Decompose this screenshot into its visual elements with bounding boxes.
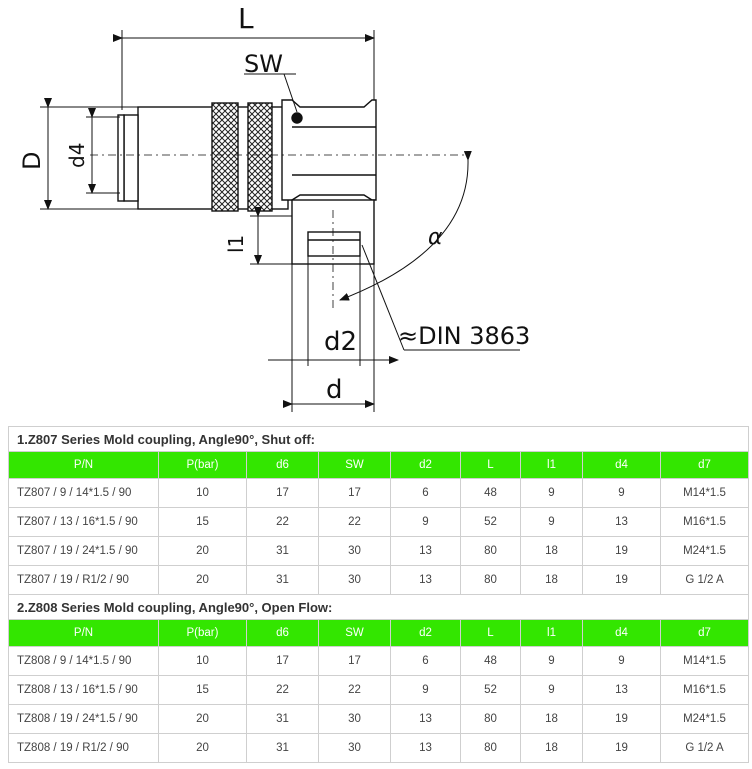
column-header: L	[461, 452, 521, 479]
column-header: SW	[319, 620, 391, 647]
column-header: d2	[391, 452, 461, 479]
table-cell: 9	[521, 676, 583, 705]
table-cell: 9	[583, 479, 661, 508]
table-cell: M14*1.5	[661, 647, 749, 676]
table-cell: G 1/2 A	[661, 566, 749, 595]
table-cell: 20	[159, 537, 247, 566]
column-header: P/N	[9, 620, 159, 647]
dim-d4-label: d4	[65, 142, 89, 168]
table-cell: 17	[247, 479, 319, 508]
table-cell: 19	[583, 734, 661, 763]
table-cell: 22	[247, 676, 319, 705]
table-cell: 22	[319, 676, 391, 705]
table-cell: TZ808 / 13 / 16*1.5 / 90	[9, 676, 159, 705]
table-cell: 17	[247, 647, 319, 676]
spec-table	[8, 426, 749, 763]
table-row	[9, 566, 749, 595]
table-cell: 9	[521, 508, 583, 537]
table-cell: 17	[319, 647, 391, 676]
table-cell: 9	[583, 647, 661, 676]
column-header: d4	[583, 620, 661, 647]
table-cell: 17	[319, 479, 391, 508]
table-cell: 80	[461, 705, 521, 734]
table-cell: TZ807 / 9 / 14*1.5 / 90	[9, 479, 159, 508]
table-row	[9, 508, 749, 537]
column-header: L	[461, 620, 521, 647]
column-header: d4	[583, 452, 661, 479]
section-title: 1.Z807 Series Mold coupling, Angle90°, Shut off:	[9, 427, 749, 452]
table-cell: 22	[247, 508, 319, 537]
column-header: d7	[661, 452, 749, 479]
header-row	[9, 452, 749, 479]
table-cell: 13	[583, 676, 661, 705]
table-cell: 80	[461, 734, 521, 763]
column-header: P(bar)	[159, 620, 247, 647]
specification-tables	[8, 426, 748, 763]
table-row	[9, 647, 749, 676]
standard-note: ≈DIN 3863	[398, 322, 531, 350]
column-header: l1	[521, 452, 583, 479]
section-title-row	[9, 427, 749, 452]
table-cell: TZ808 / 9 / 14*1.5 / 90	[9, 647, 159, 676]
table-cell: 19	[583, 566, 661, 595]
section-title: 2.Z808 Series Mold coupling, Angle90°, Open Flow:	[9, 595, 749, 620]
dim-d-label: d	[326, 375, 343, 405]
column-header: d7	[661, 620, 749, 647]
table-cell: 52	[461, 676, 521, 705]
table-row	[9, 479, 749, 508]
table-cell: 30	[319, 566, 391, 595]
table-cell: TZ808 / 19 / 24*1.5 / 90	[9, 705, 159, 734]
table-cell: 80	[461, 537, 521, 566]
table-cell: 10	[159, 647, 247, 676]
table-row	[9, 705, 749, 734]
table-cell: 10	[159, 479, 247, 508]
dim-alpha-label: α	[428, 225, 443, 250]
table-cell: 52	[461, 508, 521, 537]
table-cell: 31	[247, 705, 319, 734]
table-cell: 48	[461, 647, 521, 676]
header-row	[9, 620, 749, 647]
table-cell: G 1/2 A	[661, 734, 749, 763]
table-cell: 19	[583, 705, 661, 734]
table-row	[9, 676, 749, 705]
table-cell: 13	[391, 705, 461, 734]
table-cell: 18	[521, 705, 583, 734]
table-cell: TZ808 / 19 / R1/2 / 90	[9, 734, 159, 763]
column-header: l1	[521, 620, 583, 647]
column-header: P/N	[9, 452, 159, 479]
table-cell: TZ807 / 13 / 16*1.5 / 90	[9, 508, 159, 537]
table-cell: 30	[319, 705, 391, 734]
table-cell: M24*1.5	[661, 537, 749, 566]
table-cell: 9	[521, 647, 583, 676]
table-cell: 20	[159, 734, 247, 763]
dim-d2-label: d2	[324, 327, 358, 357]
table-cell: 18	[521, 734, 583, 763]
table-cell: 31	[247, 734, 319, 763]
table-cell: 19	[583, 537, 661, 566]
table-cell: 13	[391, 537, 461, 566]
table-cell: 9	[391, 676, 461, 705]
table-cell: 13	[391, 734, 461, 763]
table-cell: 6	[391, 647, 461, 676]
dim-D-label: D	[18, 151, 46, 170]
dim-SW-label: SW	[244, 50, 283, 78]
table-cell: 15	[159, 676, 247, 705]
table-cell: 15	[159, 508, 247, 537]
table-cell: M14*1.5	[661, 479, 749, 508]
table-cell: 20	[159, 705, 247, 734]
column-header: d2	[391, 620, 461, 647]
table-cell: M24*1.5	[661, 705, 749, 734]
table-cell: 9	[521, 479, 583, 508]
table-cell: 48	[461, 479, 521, 508]
table-cell: 13	[583, 508, 661, 537]
table-cell: M16*1.5	[661, 508, 749, 537]
table-cell: 30	[319, 734, 391, 763]
column-header: d6	[247, 452, 319, 479]
dim-L-label: L	[238, 2, 254, 35]
table-cell: TZ807 / 19 / 24*1.5 / 90	[9, 537, 159, 566]
table-cell: 22	[319, 508, 391, 537]
table-cell: 30	[319, 537, 391, 566]
table-cell: 18	[521, 537, 583, 566]
table-cell: 9	[391, 508, 461, 537]
table-cell: 80	[461, 566, 521, 595]
section-title-row	[9, 595, 749, 620]
table-cell: 31	[247, 566, 319, 595]
table-cell: 6	[391, 479, 461, 508]
table-row	[9, 537, 749, 566]
column-header: d6	[247, 620, 319, 647]
table-cell: 31	[247, 537, 319, 566]
table-cell: M16*1.5	[661, 676, 749, 705]
table-row	[9, 734, 749, 763]
table-cell: 20	[159, 566, 247, 595]
column-header: P(bar)	[159, 452, 247, 479]
table-cell: 13	[391, 566, 461, 595]
table-cell: TZ807 / 19 / R1/2 / 90	[9, 566, 159, 595]
column-header: SW	[319, 452, 391, 479]
dim-l1-label: l1	[224, 234, 248, 253]
table-cell: 18	[521, 566, 583, 595]
